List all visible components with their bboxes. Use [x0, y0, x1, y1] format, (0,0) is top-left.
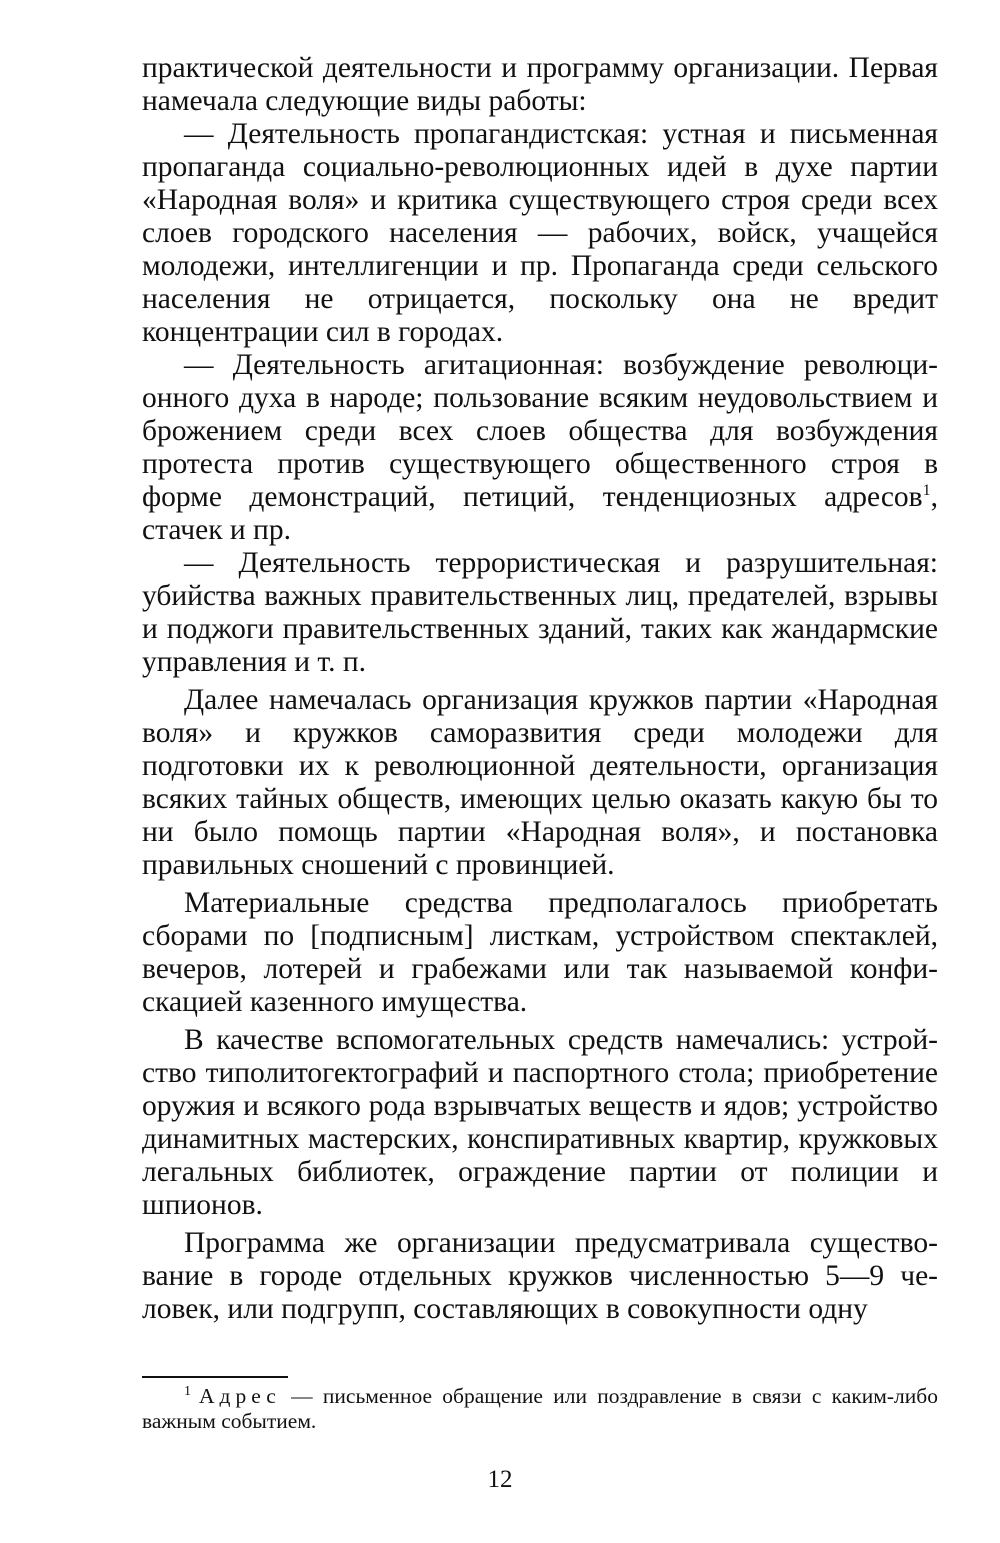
page-body	[142, 52, 938, 1326]
footnote-reference: 1	[922, 482, 931, 500]
footnote-divider	[142, 1376, 288, 1378]
paragraph-agitation-text: — Деятельность агитационная: возбуждение революционного духа в народе; пользование всяким неудовольствием и брожением среди всех слоев общества для возбуждения протеста против существующего общественного строя в форме демонстраций, петиций, тенденциозных адресов	[142, 349, 938, 513]
paragraph-material-means: Материальные средства предполагалось приобретать сборами по [подписным] листкам, устройством спектаклей, вечеров, лотерей и грабежами или так называемой конфискацией казенного имущества.	[142, 887, 938, 1018]
paragraph-propaganda: — Деятельность пропагандистская: устная и письменная пропаганда социально-революционных идей в духе партии «Народная воля» и критика существующего строя среди всех слоев городского населения — рабочих, войск, учащейся молодежи, интеллигенции и пр. Пропаганда среди сельского населения не отрицается, поскольку она не вредит концентрации сил в городах.	[142, 118, 938, 348]
paragraph-program: Программа же организации предусматривала существование в городе отдельных кружков численностью 5—9 человек, или подгрупп, составляющих в совокупности одну	[142, 1227, 938, 1325]
paragraph-auxiliary-means: В качестве вспомогательных средств намечались: устройство типолитогектографий и паспортного стола; приобретение оружия и всякого рода взрывчатых веществ и ядов; устройство динамитных мастерских, конспиративных квартир, кружковых легальных библиотек, ограждение партии от полиции и шпионов.	[142, 1024, 938, 1221]
footnote-term: Адрес	[199, 1384, 281, 1408]
paragraph-agitation-tail: , стачек и пр.	[142, 481, 938, 546]
page-number: 12	[487, 1466, 513, 1493]
paragraph-organization: Далее намечалась организация кружков партии «Народная воля» и кружков саморазвития среди молодежи для подготовки их к революционной деятельности, организация всяких тайных обществ, имеющих целью оказать какую бы то ни было помощь партии «Народная воля», и постановка правильных сношений с провинцией.	[142, 684, 938, 881]
paragraph-terror: — Деятельность террористическая и разрушительная: убийства важных правительственных лиц, предателей, взрывы и поджоги правительственных зданий, таких как жандармские управления и т. п.	[142, 547, 938, 678]
paragraph-1: практической деятельности и программу организации. Первая намечала следующие виды работы:	[142, 52, 938, 117]
footnote	[142, 1384, 938, 1434]
footnote-text: — письменное обращение или поздравление в связи с каким-либо важным событием.	[142, 1384, 938, 1433]
paragraph-agitation	[142, 349, 938, 547]
footnote-mark: 1	[184, 1383, 191, 1399]
